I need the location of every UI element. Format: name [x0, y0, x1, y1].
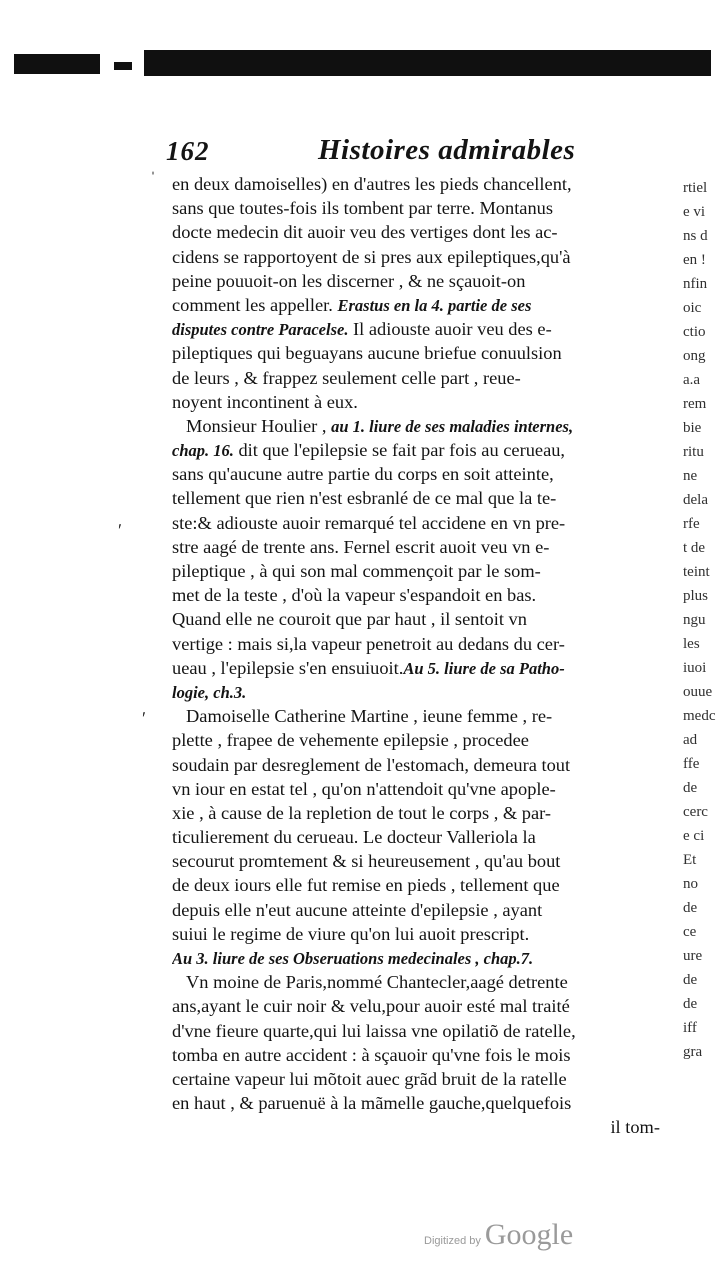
- margin-fragment: medc: [683, 708, 716, 724]
- line-text: met de la teste , d'où la vapeur s'espandoit en bas.: [172, 585, 537, 606]
- margin-fragment: iuoi: [683, 660, 707, 676]
- text-line: [172, 728, 660, 752]
- line-text: ueau , l'epilepsie s'en ensuiuoit.: [172, 657, 404, 678]
- text-line: [172, 753, 660, 777]
- text-line: [172, 559, 660, 583]
- text-line: [172, 849, 660, 873]
- line-text: en haut , & paruenuë à la mãmelle gauche,quelquefois: [172, 1093, 572, 1114]
- line-text: ste:& adiouste auoir remarqué tel accidene en vn pre-: [172, 512, 566, 533]
- line-text: suiui le regime de viure qu'on lui auoit prescript.: [172, 923, 530, 944]
- line-text: pileptique , à qui son mal commençoit par le som-: [172, 561, 541, 581]
- line-text: soudain par desreglement de l'estomach, demeura tout: [172, 754, 571, 775]
- line-text: noyent incontinent à eux.: [172, 391, 358, 412]
- margin-fragment: ne: [683, 468, 698, 484]
- text-line: [172, 801, 660, 825]
- margin-fragment: oic: [683, 300, 702, 316]
- line-text: cidens se rapportoyent de si pres aux epileptiques,qu'à: [172, 246, 571, 267]
- line-text: Vn moine de Paris,nommé Chantecler,aagé detrente: [186, 972, 568, 993]
- text-line: [172, 898, 660, 922]
- line-text: ticulierement du cerueau. Le docteur Valleriola la: [172, 827, 536, 848]
- margin-fragment: no: [683, 876, 698, 892]
- line-text: stre aagé de trente ans. Fernel escrit auoit veu vn e-: [172, 536, 550, 557]
- text-line: [172, 632, 660, 656]
- line-text: certaine vapeur lui mõtoit auec grãd bruit de la ratelle: [172, 1068, 567, 1089]
- margin-fragment: dela: [683, 492, 708, 508]
- citation-text: chap. 16.: [172, 441, 234, 461]
- margin-fragment: ctio: [683, 324, 706, 340]
- line-text: ans,ayant le cuir noir & velu,pour auoir esté mal traité: [172, 996, 570, 1017]
- text-line: [172, 1091, 660, 1115]
- text-line: [172, 825, 660, 849]
- line-text: sans que toutes-fois ils tombent par terre. Montanus: [172, 198, 554, 219]
- margin-fragment: ong: [683, 348, 706, 364]
- margin-fragment: iff: [683, 1020, 697, 1036]
- text-line: [172, 873, 660, 897]
- citation-text: Au 3. liure de ses Obseruations medecinales , chap.7.: [172, 949, 534, 968]
- margin-fragment: rem: [683, 396, 707, 412]
- line-text: en deux damoiselles) en d'autres les pieds chancellent,: [172, 174, 572, 194]
- margin-fragment: t de: [683, 540, 706, 556]
- line-text: Quand elle ne couroit que par haut , il sentoit vn: [172, 609, 527, 630]
- margin-fragment: nfin: [683, 276, 708, 292]
- margin-fragment: ritu: [683, 444, 704, 460]
- margin-fragment: teint: [683, 564, 710, 580]
- text-line: [172, 366, 660, 390]
- text-line: [172, 994, 660, 1018]
- margin-fragment: rtiel: [683, 180, 708, 196]
- margin-fragment: de: [683, 996, 698, 1012]
- line-text: il tom-: [610, 1117, 660, 1138]
- watermark-prefix: Digitized by: [424, 1235, 481, 1247]
- margin-fragment: ns d: [683, 228, 708, 244]
- margin-fragment: ad: [683, 732, 698, 748]
- line-text: Damoiselle Catherine Martine , ieune femme , re-: [186, 706, 553, 727]
- text-line: [172, 535, 660, 559]
- margin-fragment: en !: [683, 252, 706, 268]
- text-line: [172, 438, 660, 462]
- line-text: de leurs , & frappez seulement celle part , reue-: [172, 367, 521, 388]
- line-text: pileptiques qui beguayans aucune briefue conuulsion: [172, 343, 562, 364]
- line-text: secourut promtement & si heureusement , qu'au bout: [172, 851, 561, 872]
- margin-mark: ʹ: [142, 708, 146, 728]
- line-text: dit que l'epilepsie se fait par fois au cerueau,: [233, 440, 566, 461]
- line-text: xie , à cause de la repletion de tout le corps , & par-: [172, 802, 552, 823]
- line-text: vertige : mais si,la vapeur penetroit au dedans du cer-: [172, 633, 565, 654]
- line-text: tomba en autre accident : à sçauoir qu'vne fois le mois: [172, 1044, 571, 1065]
- text-line: [172, 1043, 660, 1067]
- text-line: [172, 656, 660, 680]
- text-line: [172, 317, 660, 341]
- citation-text: Au 5. liure de sa Patho-: [403, 658, 565, 678]
- text-line: [172, 293, 660, 317]
- margin-fragment: les: [683, 636, 700, 652]
- margin-fragment: e ci: [683, 828, 705, 844]
- margin-fragment: gra: [683, 1044, 703, 1060]
- text-line: [172, 922, 660, 946]
- margin-fragment: Et: [683, 852, 697, 868]
- citation-text: Erastus en la 4. partie de ses: [337, 295, 532, 315]
- text-line: [172, 511, 660, 535]
- margin-mark: ʹ: [118, 520, 122, 540]
- text-line: [172, 1115, 660, 1139]
- text-line: [172, 946, 660, 970]
- text-line: [172, 172, 660, 196]
- line-text: Il adiouste auoir veu des e-: [348, 319, 552, 340]
- line-text: de deux iours elle fut remise en pieds , tellement que: [172, 875, 560, 896]
- margin-fragment: rfe: [683, 516, 700, 532]
- citation-text: au 1. liure de ses maladies internes,: [331, 416, 574, 436]
- line-text: d'vne fieure quarte,qui lui laissa vne opilatiõ de ratelle,: [172, 1020, 576, 1041]
- page-number: 162: [166, 136, 210, 166]
- margin-fragment: ce: [683, 924, 697, 940]
- line-text: comment les appeller.: [172, 294, 338, 315]
- margin-fragment: cerc: [683, 804, 708, 820]
- text-line: [172, 583, 660, 607]
- margin-fragment: de: [683, 900, 698, 916]
- google-logo: Google: [484, 1218, 574, 1251]
- margin-fragment: plus: [683, 588, 709, 604]
- margin-fragment: ngu: [683, 612, 706, 628]
- adjacent-page-fragments: [683, 176, 725, 1116]
- text-line: [172, 1019, 660, 1043]
- line-text: depuis elle n'eut aucune atteinte d'epilepsie , ayant: [172, 899, 543, 920]
- line-text: Monsieur Houlier ,: [186, 415, 332, 436]
- line-text: vn iour en estat tel , qu'on n'attendoit qu'vne apople-: [172, 778, 556, 799]
- line-text: sans qu'aucune autre partie du corps en soit atteinte,: [172, 464, 554, 485]
- text-line: [172, 607, 660, 631]
- line-text: tellement que rien n'est esbranlé de ce mal que la te-: [172, 488, 557, 509]
- text-line: [172, 245, 660, 269]
- page-body-text: [172, 172, 660, 1140]
- margin-fragment: e vi: [683, 204, 706, 220]
- text-line: [172, 970, 660, 994]
- margin-fragment: ure: [683, 948, 703, 964]
- margin-fragment: ffe: [683, 756, 700, 772]
- text-line: [172, 220, 660, 244]
- text-line: [172, 680, 660, 704]
- text-line: [172, 414, 660, 438]
- margin-fragment: bie: [683, 420, 702, 436]
- citation-text: disputes contre Paracelse.: [172, 320, 349, 340]
- line-text: docte medecin dit auoir veu des vertiges dont les ac-: [172, 222, 558, 243]
- running-title: Histoires admirables: [318, 134, 576, 166]
- text-line: [172, 1067, 660, 1091]
- text-line: [172, 777, 660, 801]
- text-line: [172, 486, 660, 510]
- digitization-watermark: [424, 1218, 573, 1252]
- margin-fragment: de: [683, 972, 698, 988]
- text-line: [172, 269, 660, 293]
- line-text: plette , frapee de vehemente epilepsie , procedee: [172, 730, 529, 751]
- margin-fragment: de: [683, 780, 698, 796]
- scan-edge-band: [14, 50, 711, 76]
- margin-mark: ˈ: [150, 168, 156, 188]
- text-line: [172, 341, 660, 365]
- margin-fragment: a.a: [683, 372, 701, 388]
- line-text: peine pouuoit-on les discerner , & ne sçauoit-on: [172, 270, 526, 291]
- text-line: [172, 704, 660, 728]
- margin-fragment: ouue: [683, 684, 713, 700]
- citation-text: logie, ch.3.: [172, 682, 247, 702]
- text-line: [172, 462, 660, 486]
- text-line: [172, 196, 660, 220]
- text-line: [172, 390, 660, 414]
